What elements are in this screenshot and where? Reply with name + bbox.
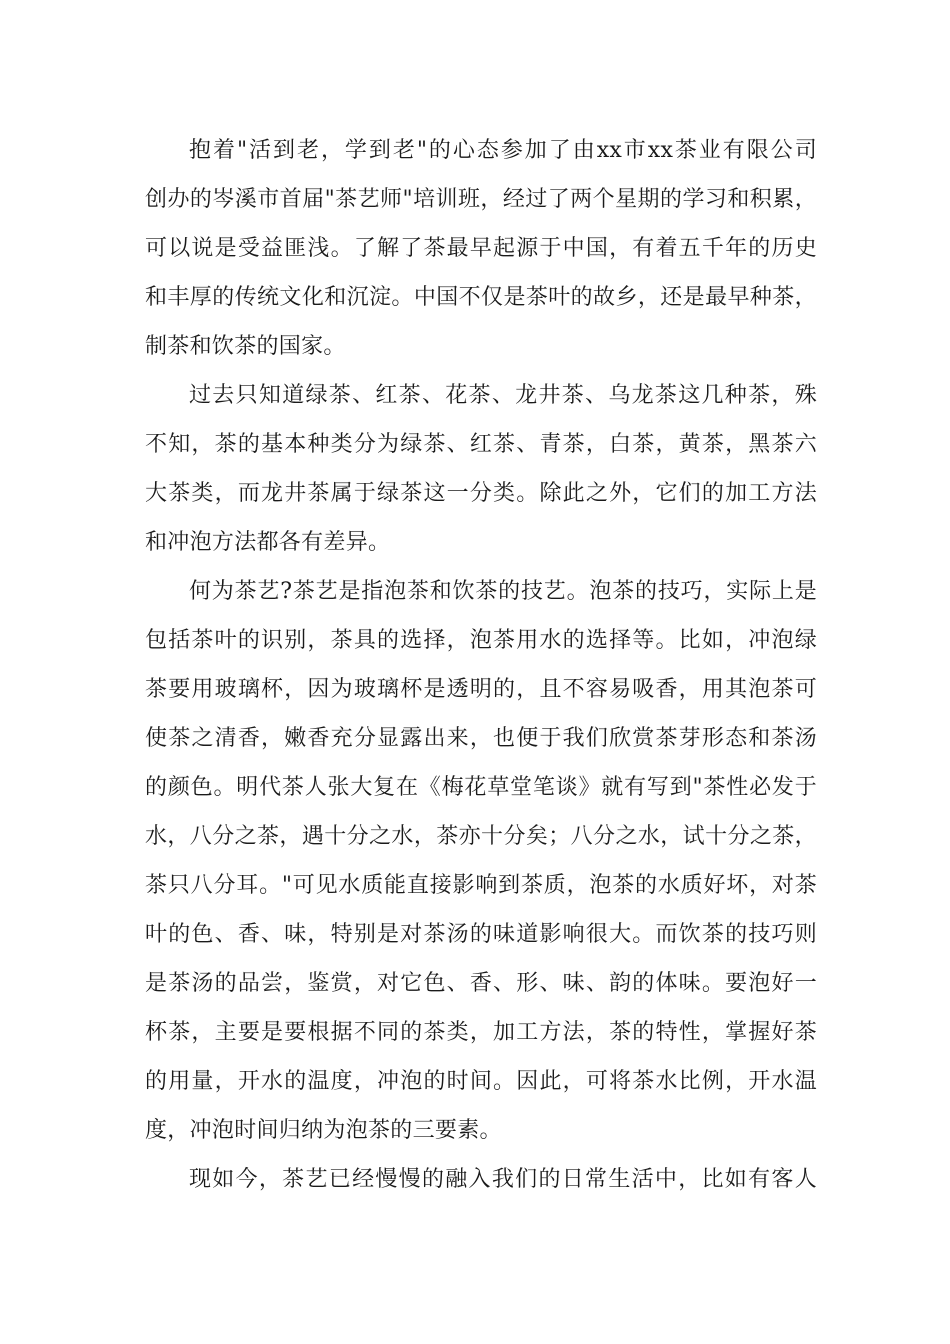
text-line: 和冲泡方法都各有差异。 [145, 530, 391, 555]
paragraph [145, 126, 817, 371]
text-line: 何为茶艺?茶艺是指泡茶和饮茶的技艺。泡茶的技巧，实际上是 [189, 579, 817, 604]
paragraph [145, 567, 817, 1155]
document-body [145, 126, 817, 1204]
paragraph [145, 371, 817, 567]
text-line: 茶只八分耳。"可见水质能直接影响到茶质，泡茶的水质好坏，对茶 [145, 873, 817, 898]
text-line: 使茶之清香，嫩香充分显露出来，也便于我们欣赏茶芽形态和茶汤 [145, 726, 817, 751]
text-line: 水，八分之茶，遇十分之水，茶亦十分矣；八分之水，试十分之茶， [145, 824, 817, 849]
text-line: 大茶类，而龙井茶属于绿茶这一分类。除此之外，它们的加工方法 [145, 481, 817, 506]
text-line: 制茶和饮茶的国家。 [145, 334, 346, 359]
text-line: 现如今，茶艺已经慢慢的融入我们的日常生活中，比如有客人 [189, 1167, 817, 1192]
text-line: 过去只知道绿茶、红茶、花茶、龙井茶、乌龙茶这几种茶，殊 [189, 383, 817, 408]
text-line: 可以说是受益匪浅。了解了茶最早起源于中国，有着五千年的历史 [145, 236, 817, 261]
paragraph [145, 1155, 817, 1204]
text-line: 的颜色。明代茶人张大复在《梅花草堂笔谈》就有写到"茶性必发于 [145, 775, 817, 800]
text-line: 度，冲泡时间归纳为泡茶的三要素。 [145, 1118, 502, 1143]
text-line: 不知，茶的基本种类分为绿茶、红茶、青茶，白茶，黄茶，黑茶六 [145, 432, 817, 457]
text-line: 杯茶，主要是要根据不同的茶类，加工方法，茶的特性，掌握好茶 [145, 1020, 817, 1045]
text-line: 的用量，开水的温度，冲泡的时间。因此，可将茶水比例，开水温 [145, 1069, 817, 1094]
text-line: 包括茶叶的识别，茶具的选择，泡茶用水的选择等。比如，冲泡绿 [145, 628, 817, 653]
text-line: 叶的色、香、味，特别是对茶汤的味道影响很大。而饮茶的技巧则 [145, 922, 817, 947]
text-line: 创办的岑溪市首届"茶艺师"培训班，经过了两个星期的学习和积累， [145, 187, 817, 212]
text-line: 抱着"活到老，学到老"的心态参加了由xx市xx茶业有限公司 [189, 138, 817, 163]
text-line: 和丰厚的传统文化和沉淀。中国不仅是茶叶的故乡，还是最早种茶， [145, 285, 817, 310]
text-line: 茶要用玻璃杯，因为玻璃杯是透明的，且不容易吸香，用其泡茶可 [145, 677, 817, 702]
text-line: 是茶汤的品尝，鉴赏，对它色、香、形、味、韵的体味。要泡好一 [145, 971, 817, 996]
